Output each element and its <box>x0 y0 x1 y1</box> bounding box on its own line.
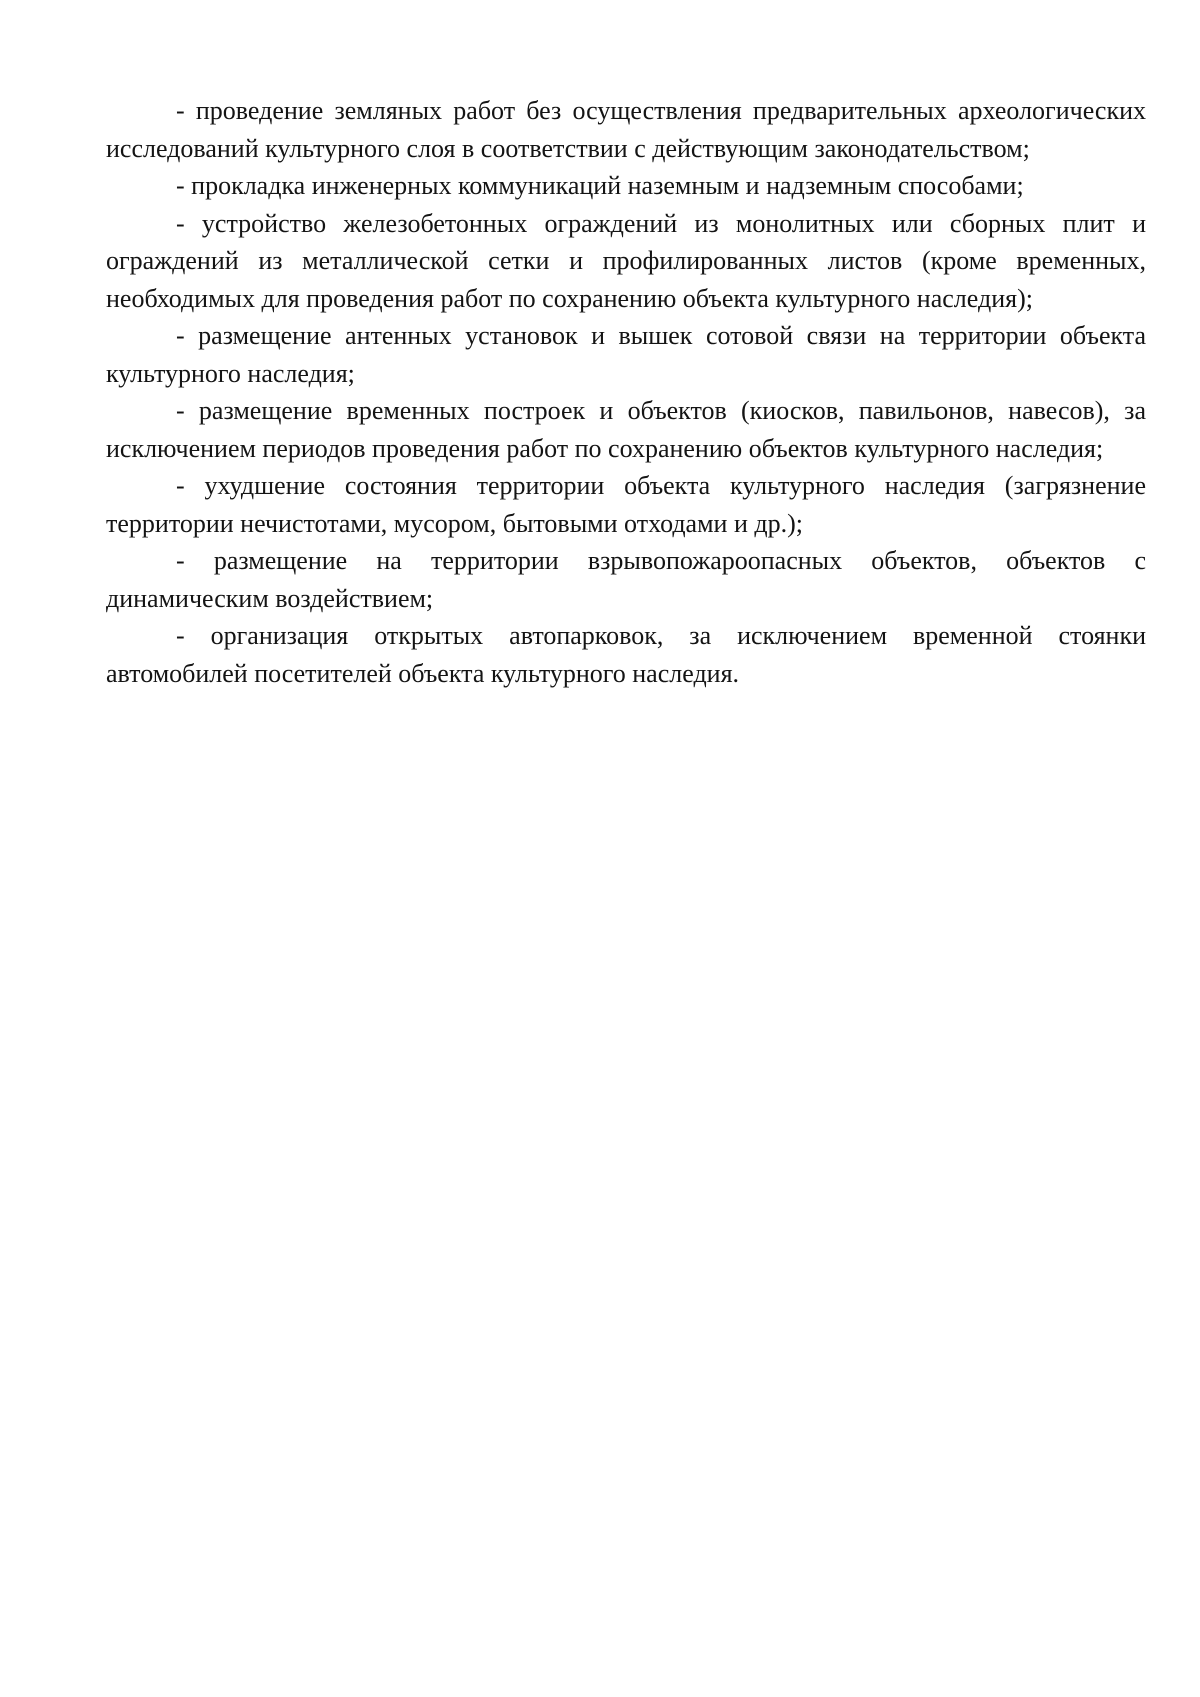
document-body <box>106 92 1146 692</box>
restriction-item-earthworks: - проведение земляных работ без осуществления предварительных археологических исследований культурного слоя в соответствии с действующим законодательством; <box>106 96 1146 163</box>
restriction-item-utilities: - прокладка инженерных коммуникаций наземным и надземным способами; <box>176 171 1024 200</box>
restriction-item-antennas: - размещение антенных установок и вышек сотовой связи на территории объекта культурного наследия; <box>106 321 1146 388</box>
restriction-item-territory-condition: - ухудшение состояния территории объекта культурного наследия (загрязнение территории нечистотами, мусором, бытовыми отходами и др.); <box>106 471 1146 538</box>
restriction-item-temporary-buildings: - размещение временных построек и объектов (киосков, павильонов, навесов), за исключением периодов проведения работ по сохранению объектов культурного наследия; <box>106 396 1146 463</box>
restriction-item-hazardous-objects: - размещение на территории взрывопожароопасных объектов, объектов с динамическим воздействием; <box>106 546 1146 613</box>
restriction-item-parking: - организация открытых автопарковок, за исключением временной стоянки автомобилей посетителей объекта культурного наследия. <box>106 621 1146 688</box>
restriction-item-fences: - устройство железобетонных ограждений из монолитных или сборных плит и ограждений из металлической сетки и профилированных листов (кроме временных, необходимых для проведения работ по сохранению объекта культурного наследия); <box>106 208 1146 313</box>
